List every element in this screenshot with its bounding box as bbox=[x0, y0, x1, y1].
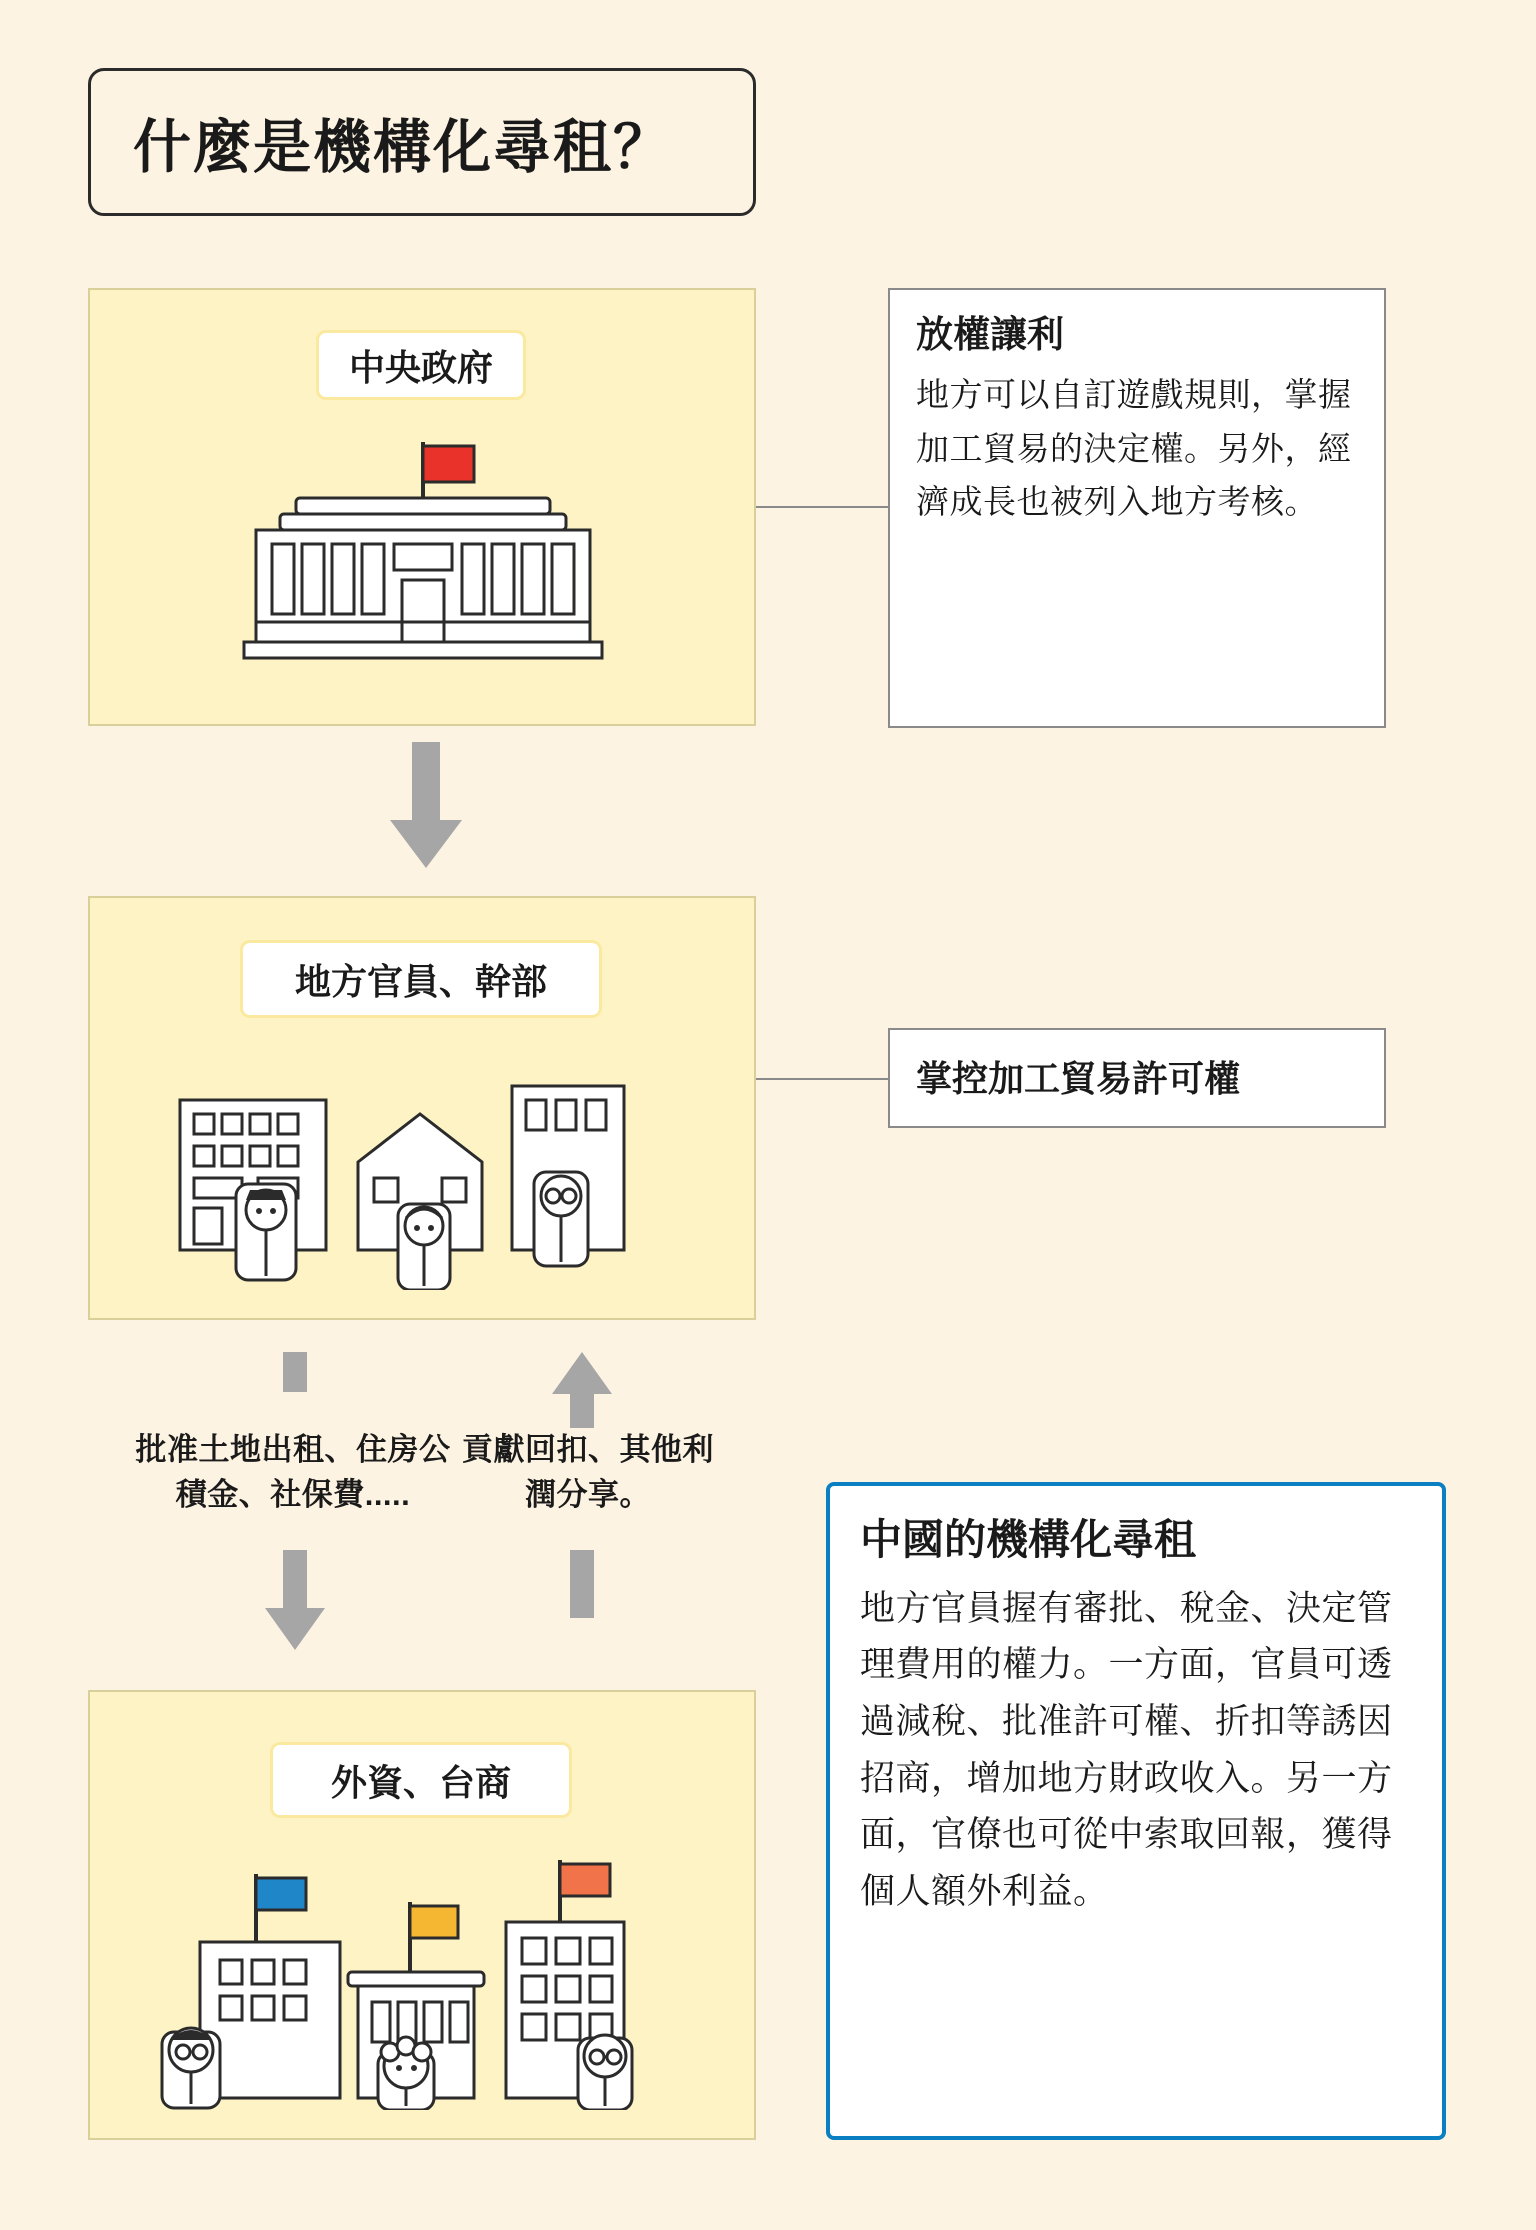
stage-label-foreign-business: 外資、台商 bbox=[270, 1742, 572, 1818]
page-title-box bbox=[88, 68, 756, 216]
callout-main-body: 地方官員握有審批、稅金、決定管理費用的權力。一方面，官員可透過減稅、批准許可權、折扣等誘因招商，增加地方財政收入。另一方面，官僚也可從中索取回報，獲得個人額外利益。 bbox=[860, 1588, 1393, 1911]
callout-delegation-body: 地方可以自訂遊戲規則，掌握加工貿易的決定權。另外，經濟成長也被列入地方考核。 bbox=[916, 376, 1352, 521]
government-building-icon bbox=[238, 440, 608, 680]
callout-delegation bbox=[888, 288, 1386, 728]
flow-label-approvals: 批准土地出租、住房公積金、社保費..... bbox=[135, 1432, 451, 1512]
connector-line-central-to-callout bbox=[756, 506, 888, 508]
flow-arrow-central-to-local bbox=[390, 742, 462, 870]
callout-permit-control bbox=[888, 1028, 1386, 1128]
stage-label-central-government: 中央政府 bbox=[316, 330, 526, 400]
stage-label-local-officials: 地方官員、幹部 bbox=[240, 940, 602, 1018]
flow-label-kickbacks: 貢獻回扣、其他利潤分享。 bbox=[462, 1432, 714, 1512]
local-officials-icon bbox=[172, 1080, 652, 1290]
callout-institutional-rent-seeking bbox=[826, 1482, 1446, 2140]
callout-permit-title: 掌控加工貿易許可權 bbox=[916, 1057, 1241, 1099]
foreign-business-icon bbox=[140, 1860, 680, 2110]
callout-delegation-title: 放權讓利 bbox=[916, 314, 1064, 355]
connector-line-local-to-callout bbox=[756, 1078, 888, 1080]
callout-main-title: 中國的機構化尋租 bbox=[860, 1516, 1197, 1563]
page-title: 什麼是機構化尋租？ bbox=[133, 115, 674, 180]
